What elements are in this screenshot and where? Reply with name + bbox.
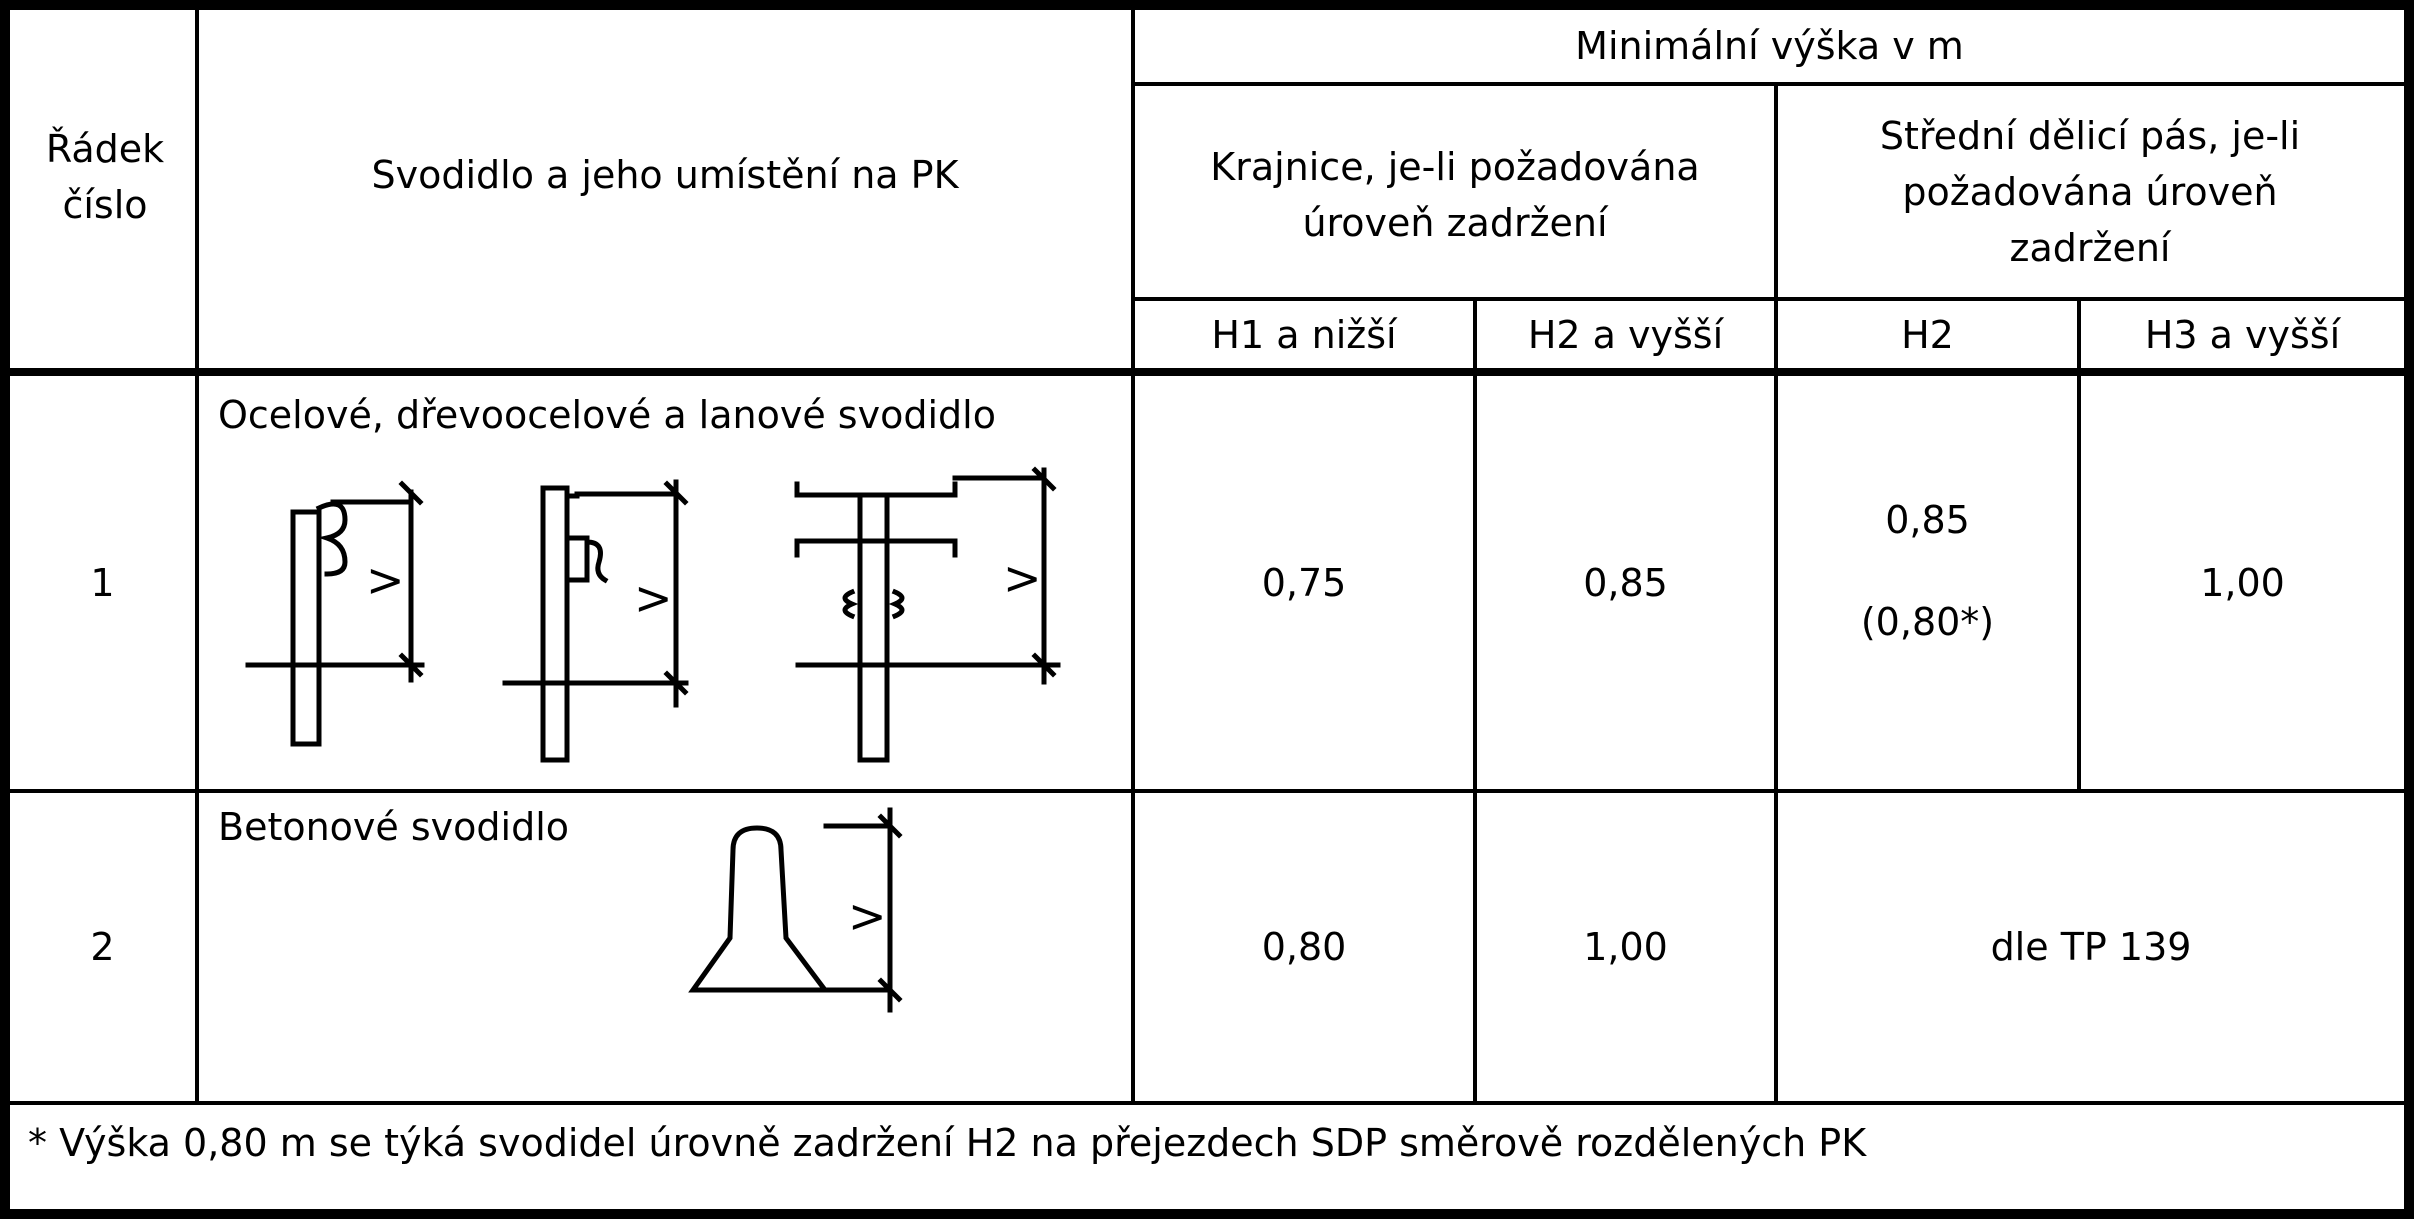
- dim-symbol-1: >: [366, 553, 405, 607]
- header-h1-lower: H1 a nižší: [1211, 312, 1397, 357]
- header-median: Střední dělicí pás, je-li požadována úroveň zadržení: [1879, 113, 2301, 270]
- row-1-median-h3-higher: 1,00: [2200, 560, 2285, 605]
- dim-symbol-2: >: [634, 571, 673, 625]
- header-shoulder: Krajnice, je-li požadována úroveň zadržení: [1210, 145, 1700, 245]
- footnote: * Výška 0,80 m se týká svodidel úrovně zadržení H2 na přejezdech SDP směrově rozdělených PK: [28, 1121, 1867, 1165]
- row-2-h2-higher: 1,00: [1583, 925, 1668, 969]
- steel-barrier-drawing-2: [505, 482, 686, 760]
- header-h3-higher: H3 a vyšší: [2144, 312, 2341, 357]
- row-1-number: 1: [90, 560, 115, 605]
- concrete-barrier-drawing: [693, 810, 899, 1010]
- row-1-median-h2: 0,85: [1885, 498, 1970, 542]
- row-2-median: dle TP 139: [1990, 925, 2192, 969]
- row-2-h1-lower: 0,80: [1261, 925, 1347, 969]
- steel-barrier-drawing-3: [797, 470, 1058, 760]
- row-2-label: Betonové svodidlo: [218, 805, 570, 849]
- row-2-number: 2: [90, 925, 115, 969]
- dim-symbol-4: >: [848, 889, 887, 943]
- dim-symbol-3: >: [1003, 551, 1042, 605]
- header-h2-higher: H2 a vyšší: [1527, 312, 1724, 357]
- header-h2: H2: [1901, 312, 1954, 357]
- header-barrier-location: Svodidlo a jeho umístění na PK: [371, 153, 959, 197]
- header-row-number: Řádek číslo: [45, 127, 165, 227]
- steel-barrier-drawing-1: [248, 484, 422, 744]
- header-min-height: Minimální výška v m: [1575, 24, 1964, 68]
- row-1-median-h2-alt: (0,80*): [1860, 600, 1995, 644]
- row-1-h2-higher: 0,85: [1583, 560, 1668, 605]
- row-1-label: Ocelové, dřevoocelové a lanové svodidlo: [218, 393, 996, 437]
- row-1-h1-lower: 0,75: [1261, 560, 1347, 605]
